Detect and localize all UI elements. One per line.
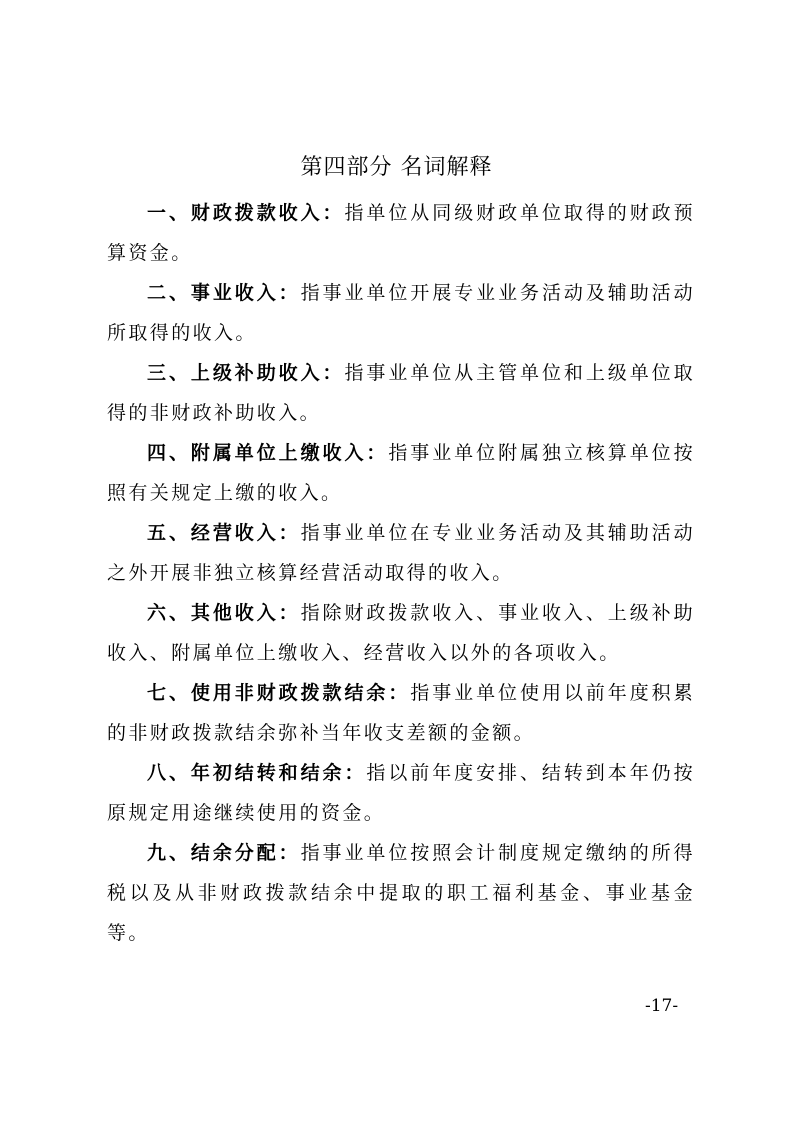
- glossary-term: 三、上级补助收入：: [147, 362, 345, 384]
- page-number: -17-: [645, 996, 679, 1016]
- glossary-term: 六、其他收入：: [147, 602, 301, 624]
- glossary-definition: 指事业单位按照会计制度规定缴纳的所得税以及从非财政拨款结余中提取的职工福利基金、事业基金等。: [107, 842, 695, 944]
- glossary-definition: 指事业单位开展专业业务活动及辅助活动所取得的收入。: [107, 282, 695, 344]
- page-title: 第四部分 名词解释: [300, 155, 493, 180]
- glossary-definition: 指除财政拨款收入、事业收入、上级补助收入、附属单位上缴收入、经营收入以外的各项收入。: [107, 602, 695, 664]
- glossary-definition: 指事业单位使用以前年度积累的非财政拨款结余弥补当年收支差额的金额。: [107, 682, 695, 744]
- glossary-entry: [107, 273, 695, 353]
- glossary-term: 一、财政拨款收入：: [147, 202, 345, 224]
- glossary-term: 四、附属单位上缴收入：: [147, 442, 389, 464]
- glossary-term: 五、经营收入：: [147, 522, 301, 544]
- glossary-entry: [107, 433, 695, 513]
- glossary-definition: 指事业单位从主管单位和上级单位取得的非财政补助收入。: [107, 362, 696, 424]
- glossary-definition: 指以前年度安排、结转到本年仍按原规定用途继续使用的资金。: [107, 762, 695, 824]
- glossary-term: 九、结余分配：: [147, 842, 301, 864]
- glossary-term: 七、使用非财政拨款结余：: [147, 682, 411, 704]
- glossary-definition: 指事业单位附属独立核算单位按照有关规定上缴的收入。: [107, 442, 695, 504]
- glossary-term: 八、年初结转和结余：: [147, 762, 367, 784]
- glossary-list: [107, 193, 695, 953]
- glossary-entry: [107, 833, 695, 953]
- glossary-entry: [107, 353, 695, 433]
- glossary-definition: 指事业单位在专业业务活动及其辅助活动之外开展非独立核算经营活动取得的收入。: [107, 522, 695, 584]
- glossary-entry: [107, 593, 695, 673]
- glossary-entry: [107, 513, 695, 593]
- glossary-definition: 指单位从同级财政单位取得的财政预算资金。: [107, 202, 696, 264]
- glossary-term: 二、事业收入：: [147, 282, 301, 304]
- glossary-entry: [107, 193, 695, 273]
- glossary-entry: [107, 753, 695, 833]
- glossary-entry: [107, 673, 695, 753]
